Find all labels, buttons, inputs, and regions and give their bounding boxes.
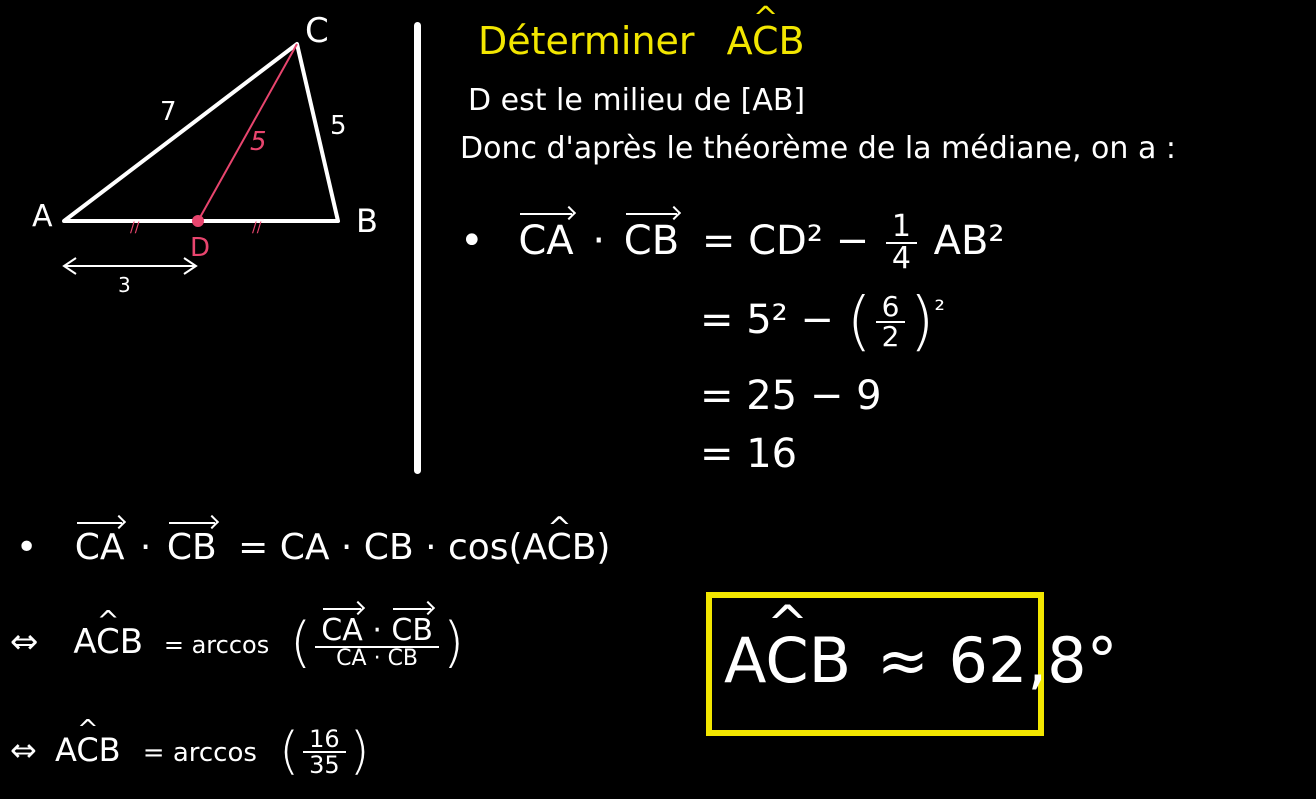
triangle-abc — [64, 44, 338, 221]
vector-cb: CB — [166, 527, 217, 568]
label-segment-ad: 3 — [118, 273, 131, 297]
vector-cb: CB — [623, 218, 680, 264]
angle-acb: ^ ACB — [55, 734, 121, 766]
fraction-den: 4 — [891, 241, 911, 276]
left-paren: ( — [279, 721, 300, 781]
fraction-den: 35 — [309, 750, 340, 779]
heading-prefix: Déterminer — [478, 19, 695, 63]
step1-row-1 — [460, 209, 1005, 276]
step1-row-3: = 25 − 9 — [700, 373, 882, 419]
vector-ca: CA — [74, 527, 125, 568]
vector-ca: CA — [518, 218, 574, 264]
arccos-label: = arccos — [142, 737, 257, 768]
label-d: D — [190, 233, 211, 263]
dot-product: · — [592, 218, 606, 264]
step1-row-2 — [700, 285, 945, 359]
answer-value: ≈ 62,8° — [876, 624, 1118, 697]
left-paren: ( — [846, 285, 872, 359]
equivalence-icon: ⇔ — [10, 621, 39, 662]
median-cd — [198, 44, 297, 221]
fraction-dot-over-product — [315, 613, 439, 672]
step1-row-4: = 16 — [700, 431, 798, 477]
fraction-den: CA · CB — [336, 646, 419, 672]
exponent: ² — [934, 295, 945, 326]
step1-eq1: = CD² − — [701, 218, 870, 264]
fraction-num: 6 — [876, 293, 906, 323]
fraction-den: 2 — [881, 320, 900, 353]
right-paren: ) — [442, 611, 465, 674]
fraction-num — [315, 613, 439, 649]
step1-eq1-tail: AB² — [933, 218, 1005, 264]
tick-mark-left: // — [130, 220, 140, 236]
left-paren: ( — [290, 611, 312, 674]
label-b: B — [356, 202, 378, 240]
step2-row-2 — [10, 611, 465, 674]
answer — [724, 624, 1118, 697]
vector-ca: CA — [321, 613, 363, 649]
dot-product: · — [372, 613, 382, 649]
label-a: A — [32, 199, 53, 234]
point-d — [192, 215, 204, 227]
angle-acb: ^ ACB — [523, 530, 597, 566]
intro-line-1: D est le milieu de [AB] — [468, 83, 806, 118]
step2-row-3 — [10, 721, 370, 781]
vector-cb: CB — [391, 613, 433, 649]
label-side-cb: 5 — [330, 111, 347, 141]
step2-row-1 — [16, 527, 611, 568]
arccos-label: = arccos — [163, 630, 270, 659]
fraction-16-35 — [303, 724, 346, 779]
label-c: C — [305, 11, 329, 51]
dot-product: · — [139, 527, 152, 568]
vertical-divider — [414, 22, 421, 474]
step1-bullet: • — [460, 218, 484, 264]
triangle-figure — [0, 0, 420, 310]
equivalence-icon: ⇔ — [10, 730, 37, 769]
label-side-ac: 7 — [160, 97, 177, 127]
label-median-cd: 5 — [250, 127, 267, 157]
answer-angle: ^ ACB — [724, 630, 851, 692]
fraction-num: 1 — [886, 212, 917, 244]
intro-line-2: Donc d'après le théorème de la médiane, on a : — [460, 131, 1176, 166]
fraction-one-quarter — [886, 209, 917, 276]
step1-eq2-prefix: = 5² − — [700, 297, 834, 343]
heading — [478, 19, 805, 63]
right-paren: ) — [909, 285, 935, 359]
step2-rhs-close: ) — [596, 527, 611, 568]
fraction-six-halves — [876, 290, 906, 353]
heading-angle: ^ ACB — [727, 22, 805, 60]
right-paren: ) — [349, 721, 370, 781]
tick-mark-right: // — [252, 220, 262, 236]
step2-rhs: = CA · CB · cos( — [238, 527, 523, 568]
angle-acb: ^ ACB — [73, 625, 143, 659]
step2-bullet: • — [16, 527, 38, 568]
fraction-num: 16 — [303, 727, 346, 753]
